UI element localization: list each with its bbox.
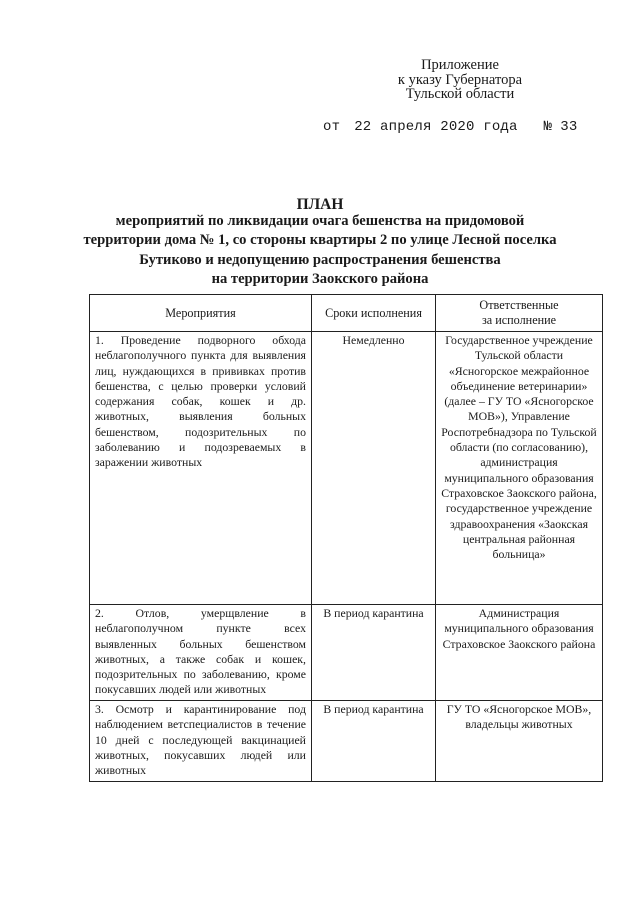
row-action: 1. Проведение подворного обхода неблагополучного пункта для выявления лиц, нуждающихся в прививках против бешенства, с целью проверки условий содержания собак, кошек и др. животных, выявления больных бешенством, подозрительных по заболеванию и подозреваемых в заражении животных xyxy=(90,332,312,605)
header-actions: Мероприятия xyxy=(90,295,312,332)
appendix-line: Приложение xyxy=(421,57,499,73)
subtitle-line: мероприятий по ликвидации очага бешенства на придомовой xyxy=(115,213,525,229)
row-responsible: ГУ ТО «Ясногорское МОВ», владельцы животных xyxy=(436,701,603,782)
table-row xyxy=(90,701,603,782)
decree-number: 33 xyxy=(560,119,578,135)
plan-table xyxy=(89,294,603,782)
decree-date: 22 апреля 2020 года xyxy=(354,119,518,135)
row-deadline: В период карантина xyxy=(312,701,436,782)
row-action: 3. Осмотр и карантинирование под наблюдением ветспециалистов в течение 10 дней с последующей вакцинацией животных, покусавших людей или животных xyxy=(90,701,312,782)
row-action: 2. Отлов, умерщвление в неблагополучном пункте всех выявленных больных бешенством животных, а также собак и кошек, подозрительных по заболеванию, кроме покусавших людей или животных xyxy=(90,605,312,701)
decree-date-number xyxy=(323,119,577,135)
document-title: ПЛАН xyxy=(296,196,344,213)
subtitle-line: территории дома № 1, со стороны квартиры 2 по улице Лесной поселка xyxy=(83,232,557,249)
row-responsible: Государственное учреждение Тульской области «Ясногорское межрайонное объединение ветеринарии» (далее – ГУ ТО «Ясногорское МОВ»), Управление Роспотребнадзора по Тульской области (по согласованию), администрация муниципального образования Страховское Заокского района, государственное учреждение здравоохранения «Заокская центральная районная больница» xyxy=(436,332,603,605)
table-row xyxy=(90,605,603,701)
decree-from-label: от xyxy=(323,119,341,135)
subtitle-line: Бутиково и недопущению распространения бешенства xyxy=(139,251,501,268)
subtitle-line: на территории Заокского района xyxy=(211,270,429,287)
row-deadline: В период карантина xyxy=(312,605,436,701)
document-subtitle xyxy=(70,212,570,289)
header-deadline: Сроки исполнения xyxy=(312,295,436,332)
appendix-line: Тульской области xyxy=(405,86,515,102)
table-row xyxy=(90,332,603,605)
row-responsible: Администрация муниципального образования Страховское Заокского района xyxy=(436,605,603,701)
row-deadline: Немедленно xyxy=(312,332,436,605)
decree-number-label: № xyxy=(543,119,553,135)
appendix-line: к указу Губернатора xyxy=(397,71,523,88)
header-responsible: Ответственные за исполнение xyxy=(436,295,603,332)
appendix-block xyxy=(360,58,560,102)
table-header-row xyxy=(90,295,603,332)
